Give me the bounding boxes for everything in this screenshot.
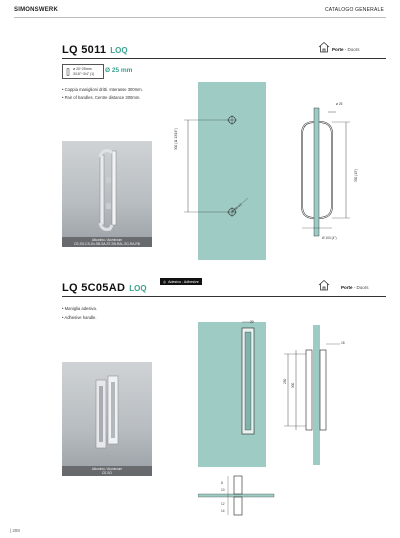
product2-side-drawing — [280, 330, 360, 450]
product1-diameter: Ø 25 mm — [105, 67, 133, 74]
product2-category-sub: Doors — [356, 285, 369, 290]
product2-dim-300: 300 — [291, 382, 295, 388]
product1-photo — [62, 141, 152, 247]
product1-category-label: Porte — [332, 47, 344, 52]
product2-dim-t10: 10 — [221, 488, 225, 492]
product2-dim-t8: 8 — [221, 481, 223, 485]
product2-top-drawing — [198, 470, 278, 520]
size-badge — [62, 64, 104, 79]
product2-finish-codes: CE-SO — [101, 470, 113, 475]
product1-front-drawing — [170, 80, 280, 262]
product1-dim-holes: ø 10÷13 — [231, 202, 243, 214]
product2-series: LOQ — [129, 284, 147, 293]
glass-thickness-icon — [65, 68, 71, 76]
product1-category-sub: Doors — [347, 47, 360, 52]
product2-dim-w20: 20 — [250, 320, 254, 324]
product1-dim-103: Ø 103 (4") — [322, 236, 337, 240]
product2-category: Porte - Doors — [341, 285, 369, 290]
catalog-title: CATALOGO GENERALE — [324, 7, 384, 13]
product2-photo-caption — [62, 466, 152, 476]
product1-bullet-en: • Pair of handles. Centre distance 300mm. — [62, 95, 141, 100]
product1-code: LQ 5011 — [62, 44, 107, 56]
product2-bullet-en: • Adhesive handle. — [62, 315, 97, 320]
product1-finish-title: Alluminio / Aluminium — [91, 237, 123, 242]
product2-title — [62, 278, 147, 296]
product2-dim-t12: 12 — [221, 502, 225, 506]
product1-photo-caption — [62, 237, 152, 247]
product2-photo — [62, 362, 152, 476]
adhesive-icon: ◎ — [163, 279, 167, 284]
handle-photo-illustration — [62, 141, 152, 247]
product2-rule — [62, 296, 386, 297]
adhesive-badge — [160, 278, 202, 285]
handle-photo-illustration — [62, 362, 152, 476]
door-icon — [318, 40, 330, 52]
product2-category-label: Porte — [341, 285, 353, 290]
adhesive-label: Adesivo - Adhesive — [168, 279, 199, 284]
product1-dim-300: 300 (11 13/16") — [174, 128, 178, 150]
product1-dim-d25: ø 25 — [336, 102, 343, 106]
header-divider — [14, 17, 386, 18]
badge-line2: 3/16"÷3/4" (1) — [73, 71, 95, 76]
product1-side-drawing — [292, 96, 358, 246]
page-number: | 288 — [10, 528, 20, 533]
badge-line1: ø 20÷25mm — [73, 67, 92, 71]
product1-rule — [62, 58, 386, 59]
product1-bullet-it: • Coppia maniglioni dritti. Interasse 300mm. — [62, 87, 143, 92]
product2-dim-t14: 14 — [221, 509, 225, 513]
door-icon — [318, 278, 330, 290]
product2-dim-250: 250 — [283, 378, 287, 384]
product2-front-drawing — [236, 320, 266, 440]
product1-finish-codes: CE-SO-CS-Ox-SB-SA-ST-SN-RAL-SG-RA-RB — [74, 241, 140, 246]
product2-dim-w18: 18 — [341, 341, 345, 345]
product1-title — [62, 40, 128, 58]
product1-category: Porte - Doors — [332, 47, 360, 52]
product1-series: LOQ — [110, 46, 128, 55]
product1-dim-330: 330 (13") — [354, 168, 358, 182]
product2-code: LQ 5C05AD — [62, 282, 126, 294]
product2-bullet-it: • Maniglia adesiva. — [62, 306, 97, 311]
brand-name: SIMONSWERK — [14, 7, 58, 13]
product2-finish-title: Alluminio / Aluminium — [91, 466, 123, 471]
